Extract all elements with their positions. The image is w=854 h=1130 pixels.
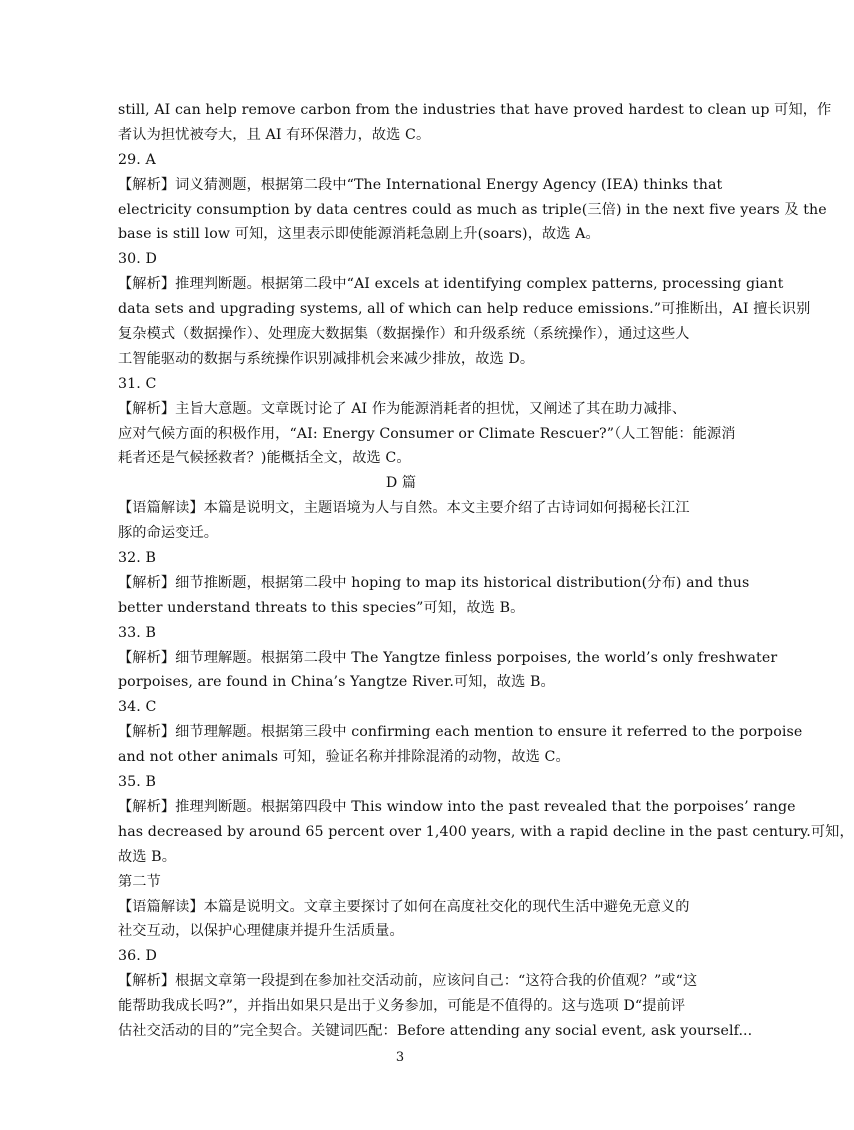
- text-line: D 篇: [385, 475, 417, 492]
- text-line: data sets and upgrading systems, all of which can help reduce emissions.”可推断出，AI 擅长识别: [118, 301, 811, 318]
- text-line: 【语篇解读】本篇是说明文。文章主要探讨了如何在高度社交化的现代生活中避免无意义的: [118, 898, 690, 915]
- text-line: 者认为担忧被夸大，且 AI 有环保潜力，故选 C。: [118, 126, 431, 143]
- text-line: 【解析】词义猜测题，根据第二段中“The International Energy Agency (IEA) thinks that: [118, 176, 723, 193]
- text-line: base is still low 可知，这里表示即使能源消耗急剧上升(soars)，故选 A。: [118, 226, 600, 243]
- text-line: 复杂模式（数据操作）、处理庞大数据集（数据操作）和升级系统（系统操作），通过这些人: [118, 326, 690, 343]
- text-line: 33. B: [118, 624, 156, 641]
- text-line: 故选 B。: [118, 848, 176, 865]
- text-line: has decreased by around 65 percent over 1,400 years, with a rapid decline in the past century.可知，: [118, 823, 854, 840]
- text-line: still, AI can help remove carbon from the industries that have proved hardest to clean up 可知，作: [118, 102, 832, 118]
- text-line: 32. B: [118, 550, 156, 567]
- text-line: 30. D: [118, 251, 157, 268]
- text-line: 【解析】细节推断题，根据第二段中 hoping to map its historical distribution(分布) and thus: [118, 574, 750, 591]
- text-line: 34. C: [118, 699, 157, 716]
- text-line: 35. B: [118, 774, 156, 791]
- text-line: 应对气候方面的积极作用，“AI: Energy Consumer or Climate Rescuer?”（人工智能：能源消: [118, 425, 736, 442]
- text-line: 31. C: [118, 375, 157, 392]
- text-line: 【解析】推理判断题。根据第二段中“AI excels at identifying complex patterns, processing giant: [118, 276, 784, 293]
- text-line: electricity consumption by data centres could as much as triple(三倍) in the next five years 及 the: [118, 201, 827, 218]
- text-line: 豚的命运变迁。: [118, 525, 219, 542]
- document-body: [118, 98, 854, 1044]
- text-line: 29. A: [118, 151, 156, 168]
- page-number: 3: [395, 1050, 405, 1065]
- text-line: 36. D: [118, 948, 157, 965]
- text-line: 估社交活动的目的”完全契合。关键词匹配：Before attending any social event, ask yourself...: [118, 1022, 753, 1039]
- text-line: 【解析】细节理解题。根据第三段中 confirming each mention to ensure it referred to the porpoise: [118, 724, 803, 741]
- text-line: 第二节: [118, 873, 161, 890]
- text-line: 【语篇解读】本篇是说明文，主题语境为人与自然。本文主要介绍了古诗词如何揭秘长江江: [118, 500, 690, 517]
- text-line: 能帮助我成长吗?”，并指出如果只是出于义务参加，可能是不值得的。这与选项 D“提前评: [118, 998, 686, 1015]
- text-line: 【解析】主旨大意题。文章既讨论了 AI 作为能源消耗者的担忧，又阐述了其在助力减排、: [118, 400, 687, 417]
- text-line: 【解析】根据文章第一段提到在参加社交活动前，应该问自己：“这符合我的价值观？”或“这: [118, 973, 698, 990]
- text-line: 【解析】推理判断题。根据第四段中 This window into the past revealed that the porpoises’ range: [118, 798, 796, 815]
- text-line: 耗者还是气候拯救者？)能概括全文，故选 C。: [118, 450, 411, 467]
- text-line: better understand threats to this species”可知，故选 B。: [118, 599, 525, 616]
- text-line: 工智能驱动的数据与系统操作识别减排机会来减少排放，故选 D。: [118, 350, 535, 367]
- text-line: porpoises, are found in China’s Yangtze River.可知，故选 B。: [118, 674, 555, 691]
- text-line: 社交互动，以保护心理健康并提升生活质量。: [118, 923, 404, 940]
- text-line: 【解析】细节理解题。根据第二段中 The Yangtze finless porpoises, the world’s only freshwater: [118, 649, 778, 666]
- text-line: and not other animals 可知，验证名称并排除混淆的动物，故选 C。: [118, 749, 570, 766]
